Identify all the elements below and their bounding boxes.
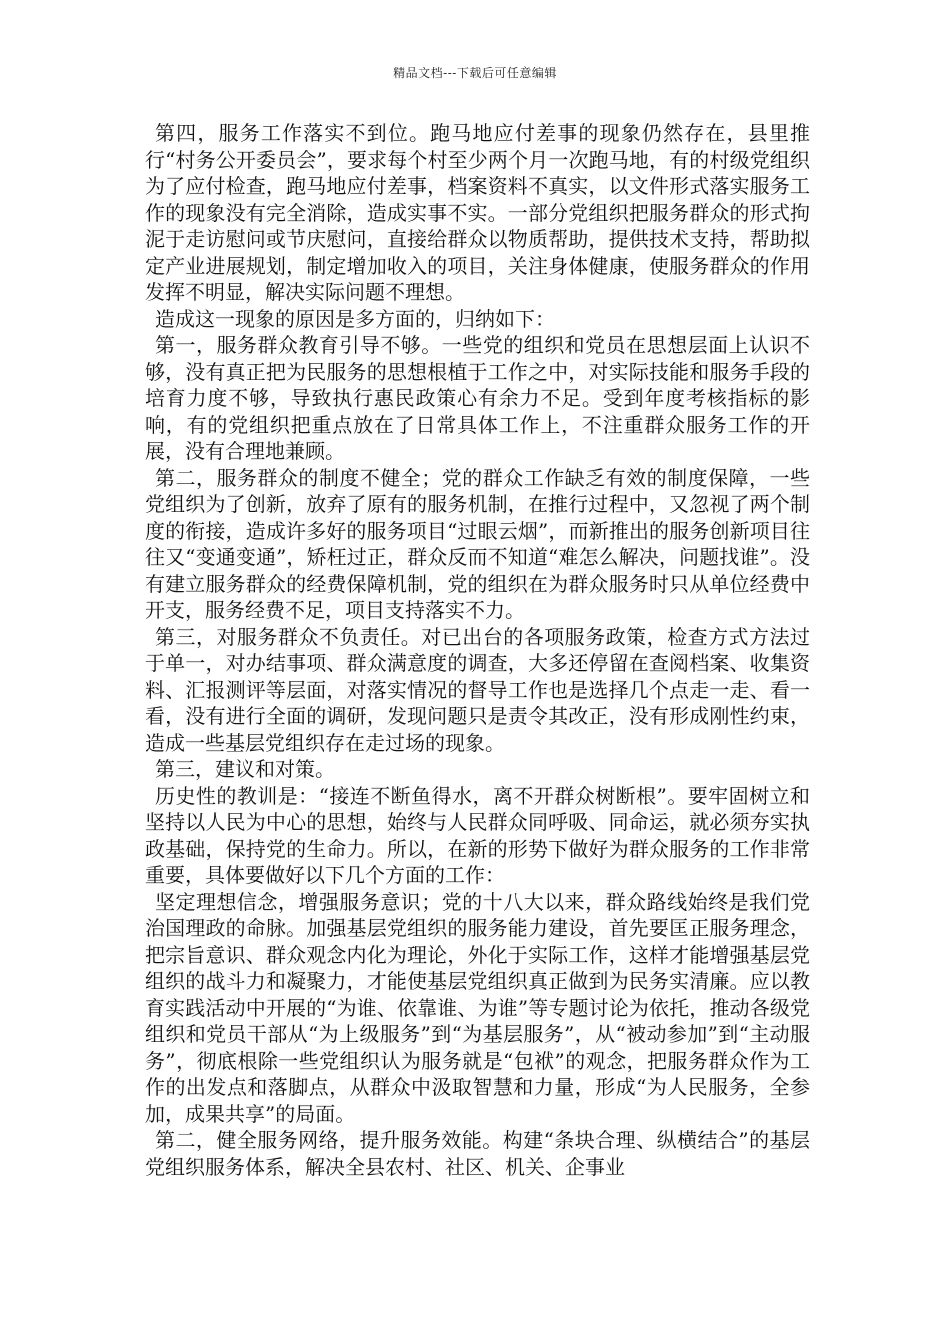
- paragraph-ideals-belief: 坚定理想信念，增强服务意识；党的十八大以来，群众路线始终是我们党治国理政的命脉。加强基层党组织的服务能力建设，首先要匡正服务理念，把宗旨意识、群众观念内化为理论，外化于实际工作，这样才能增强基层党组织的战斗力和凝聚力，才能使基层党组织真正做到为民务实清廉。应以教育实践活动中开展的“为谁、依靠谁、为谁”等专题讨论为依托，推动各级党组织和党员干部从“为上级服务”到“为基层服务”，从“被动参加”到“主动服务”，彻底根除一些党组织认为服务就是“包袱”的观念，把服务群众作为工作的出发点和落脚点，从群众中汲取智慧和力量，形成“为人民服务，全参加，成果共享”的局面。: [145, 889, 810, 1126]
- paragraph-cause-responsibility: 第三，对服务群众不负责任。对已出台的各项服务政策，检查方式方法过于单一，对办结事项、群众满意度的调查，大多还停留在查阅档案、收集资料、汇报测评等层面，对落实情况的督导工作也是选择几个点走一走、看一看，没有进行全面的调研，发现问题只是责令其改正，没有形成刚性约束，造成一些基层党组织存在走过场的现象。: [145, 624, 810, 755]
- paragraph-suggestions-heading: 第三，建议和对策。: [155, 757, 335, 781]
- page-header: 精品文档---下载后可任意编辑: [393, 66, 557, 80]
- paragraph-causes-intro: 造成这一现象的原因是多方面的，归纳如下：: [155, 306, 555, 331]
- paragraph-service-not-implemented: 第四，服务工作落实不到位。跑马地应付差事的现象仍然存在，县里推行“村务公开委员会”，要求每个村至少两个月一次跑马地，有的村级党组织为了应付检查，跑马地应付差事，档案资料不真实，以文件形式落实服务工作的现象没有完全消除，造成实事不实。一部分党组织把服务群众的形式拘泥于走访慰问或节庆慰问，直接给群众以物质帮助，提供技术支持，帮助拟定产业进展规划，制定增加收入的项目，关注身体健康，使服务群众的作用发挥不明显，解决实际问题不理想。: [145, 121, 810, 304]
- paragraph-cause-guidance: 第一，服务群众教育引导不够。一些党的组织和党员在思想层面上认识不够，没有真正把为民服务的思想根植于工作之中，对实际技能和服务手段的培育力度不够，导致执行惠民政策心有余力不足。受到年度考核指标的影响，有的党组织把重点放在了日常具体工作上，不注重群众服务工作的开展，没有合理地兼顾。: [145, 333, 810, 463]
- paragraph-cause-system: 第二，服务群众的制度不健全；党的群众工作缺乏有效的制度保障，一些党组织为了创新，放弃了原有的服务机制，在推行过程中，又忽视了两个制度的衔接，造成许多好的服务项目“过眼云烟”，而新推出的服务创新项目往往又“变通变通”，矫枉过正，群众反而不知道“难怎么解决，问题找谁”。没有建立服务群众的经费保障机制，党的组织在为群众服务时只从单位经费中开支，服务经费不足，项目支持落实不力。: [145, 465, 810, 622]
- paragraph-service-network: 第二，健全服务网络，提升服务效能。构建“条块合理、纵横结合”的基层党组织服务体系，解决全县农村、社区、机关、企事业: [145, 1128, 810, 1179]
- document-body: [145, 120, 810, 1180]
- paragraph-historical-lesson: 历史性的教训是：“接连不断鱼得水，离不开群众树断根”。要牢固树立和坚持以人民为中心的思想，始终与人民群众同呼吸、同命运，就必须夯实执政基础，保持党的生命力。所以，在新的形势下做好为群众服务的工作非常重要，具体要做好以下几个方面的工作：: [145, 783, 810, 887]
